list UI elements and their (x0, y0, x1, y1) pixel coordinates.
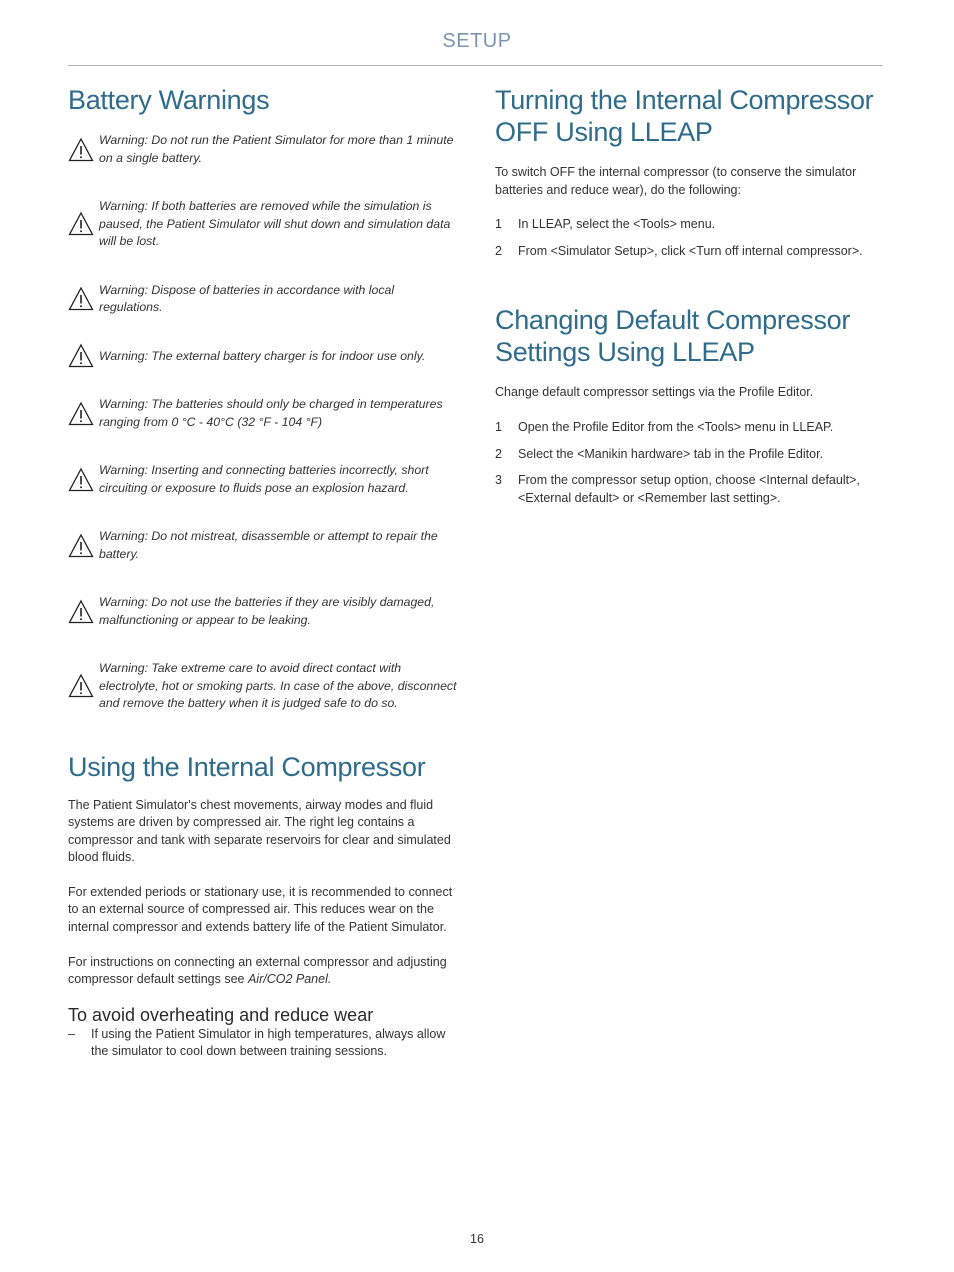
warning-triangle-icon (68, 673, 94, 699)
turn-off-compressor-title: Turning the Internal Compressor OFF Using LLEAP (495, 85, 874, 147)
default-settings-section (495, 304, 890, 507)
paragraph: For extended periods or stationary use, it is recommended to connect to an external source of compressed air. This reduces wear on the internal compressor and extends battery life of the Patient Simulator. (68, 884, 453, 935)
warning-triangle-icon (68, 343, 94, 369)
warning-text: Warning: Do not mistreat, disassemble or attempt to repair the battery. (99, 529, 438, 561)
step-text: From the compressor setup option, choose <Internal default>, <External default> or <Remember last setting>. (518, 473, 860, 505)
list-item (68, 1026, 460, 1061)
default-settings-title: Changing Default Compressor Settings Using LLEAP (495, 305, 851, 368)
warning-triangle-icon (68, 211, 94, 237)
step-text: In LLEAP, select the <Tools> menu. (518, 217, 716, 232)
warning-item (68, 528, 460, 563)
step-text: Select the <Manikin hardware> tab in the Profile Editor. (518, 446, 824, 461)
warning-item (68, 282, 460, 317)
warning-item (68, 132, 460, 167)
warning-item (68, 396, 460, 431)
warning-triangle-icon (68, 599, 94, 625)
step-number: 1 (495, 217, 502, 232)
turn-off-compressor-section (495, 84, 890, 260)
left-column (68, 84, 460, 1061)
internal-compressor-section (68, 751, 460, 1062)
header-title: SETUP (442, 30, 512, 52)
warning-triangle-icon (68, 137, 94, 163)
step-number: 3 (495, 473, 502, 488)
warning-triangle-icon (68, 467, 94, 493)
overheating-subheading: To avoid overheating and reduce wear (68, 1004, 374, 1025)
warning-item (68, 198, 460, 251)
steps-list (495, 419, 890, 507)
step-text: Open the Profile Editor from the <Tools> menu in LLEAP. (518, 419, 834, 434)
paragraph: The Patient Simulator's chest movements, airway modes and fluid systems are driven by compressed air. The right leg contains a compressor and tank with separate reservoirs for clear and simulated blood fluids. (68, 797, 451, 865)
bullet-dash: – (68, 1026, 75, 1041)
right-column (495, 84, 890, 507)
warning-text: Warning: Do not use the batteries if they are visibly damaged, malfunctioning or appear to be leaking. (99, 595, 435, 627)
page-number: 16 (470, 1232, 484, 1246)
battery-warnings-section (68, 84, 460, 713)
step-number: 2 (495, 243, 502, 258)
step-item (495, 243, 890, 261)
warning-text: Warning: Inserting and connecting batteries incorrectly, short circuiting or exposure to fluids pose an explosion hazard. (99, 463, 429, 495)
warning-text: Warning: Take extreme care to avoid direct contact with electrolyte, hot or smoking parts. In case of the above, disconnect and remove the battery when it is judged safe to do so. (99, 661, 457, 710)
instructions-paragraph (68, 954, 460, 989)
intro-paragraph: Change default compressor settings via the Profile Editor. (495, 385, 814, 400)
step-text: From <Simulator Setup>, click <Turn off internal compressor>. (518, 243, 863, 258)
warning-triangle-icon (68, 401, 94, 427)
warning-triangle-icon (68, 286, 94, 312)
header-divider (68, 65, 883, 66)
warning-text: Warning: The batteries should only be charged in temperatures ranging from 0 °C - 40°C (32 °F - 104 °F) (99, 397, 443, 429)
warning-text: Warning: The external battery charger is for indoor use only. (99, 348, 426, 363)
battery-warnings-title: Battery Warnings (68, 85, 270, 115)
air-co2-panel-reference: Air/CO2 Panel. (247, 972, 332, 987)
step-item (495, 472, 890, 507)
steps-list (495, 216, 890, 260)
warning-item (68, 594, 460, 629)
intro-paragraph: To switch OFF the internal compressor (to conserve the simulator batteries and reduce wear), do the following: (495, 165, 857, 197)
step-item (495, 216, 890, 234)
warning-item (68, 348, 460, 366)
warning-text: Warning: Do not run the Patient Simulator for more than 1 minute on a single battery. (99, 133, 454, 165)
step-number: 1 (495, 419, 502, 434)
warning-triangle-icon (68, 533, 94, 559)
step-number: 2 (495, 446, 502, 461)
warning-text: Warning: Dispose of batteries in accordance with local regulations. (99, 282, 395, 314)
warning-item (68, 462, 460, 497)
bullet-text: If using the Patient Simulator in high temperatures, always allow the simulator to cool down between training sessions. (91, 1026, 446, 1059)
warning-text: Warning: If both batteries are removed while the simulation is paused, the Patient Simulator will shut down and simulation data will be lost. (99, 199, 451, 248)
instructions-text: For instructions on connecting an external compressor and adjusting compressor default settings see (68, 954, 447, 987)
warning-item (68, 660, 460, 713)
step-item (495, 419, 890, 437)
step-item (495, 446, 890, 464)
internal-compressor-title: Using the Internal Compressor (68, 751, 426, 782)
